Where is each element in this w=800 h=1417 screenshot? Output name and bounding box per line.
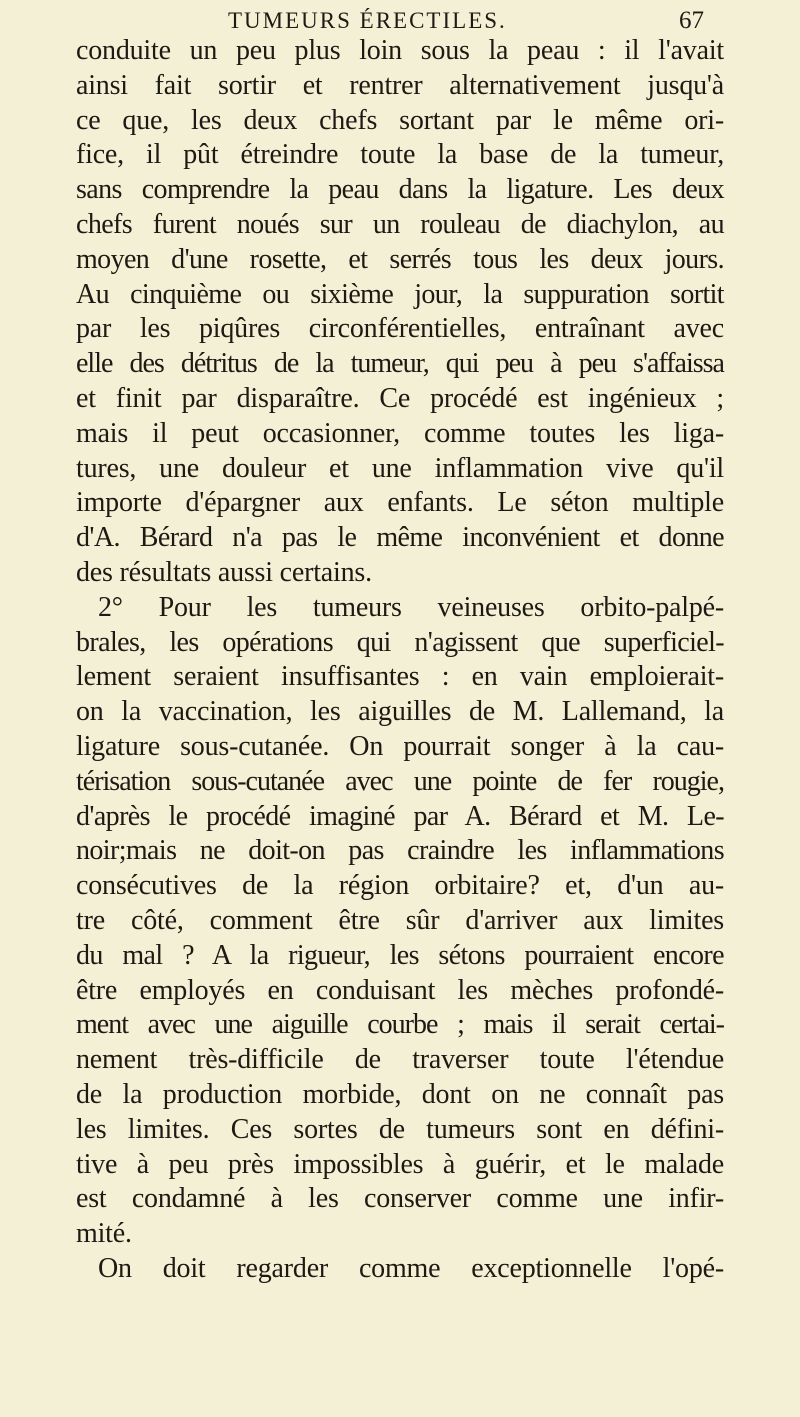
text-line: et finit par disparaître. Ce procédé est ingénieux ;	[76, 382, 724, 414]
text-line: on la vaccination, les aiguilles de M. Lallemand, la	[76, 696, 724, 728]
text-line: importe d'épargner aux enfants. Le séton multiple	[76, 487, 724, 519]
text-line: ment avec une aiguille courbe ; mais il serait certai-	[76, 1009, 724, 1041]
text-line: fice, il pût étreindre toute la base de la tumeur,	[76, 139, 724, 171]
text-line: chefs furent noués sur un rouleau de diachylon, au	[76, 208, 724, 240]
text-line: tive à peu près impossibles à guérir, et le malade	[76, 1148, 724, 1180]
text-line: sans comprendre la peau dans la ligature. Les deux	[76, 174, 724, 206]
text-line: d'A. Bérard n'a pas le même inconvénient et donne	[76, 522, 724, 554]
text-line: lement seraient insuffisantes : en vain emploierait-	[76, 661, 724, 693]
running-head-title: TUMEURS ÉRECTILES.	[228, 8, 507, 33]
text-line: d'après le procédé imaginé par A. Bérard et M. Le-	[76, 800, 724, 832]
text-line: Au cinquième ou sixième jour, la suppuration sortit	[76, 278, 724, 310]
text-line: nement très-difficile de traverser toute l'étendue	[76, 1044, 724, 1076]
text-line: conduite un peu plus loin sous la peau : il l'avait	[76, 35, 724, 66]
running-header	[0, 6, 800, 36]
text-line: mais il peut occasionner, comme toutes les liga-	[76, 417, 724, 449]
text-line: être employés en conduisant les mèches profondé-	[76, 974, 724, 1006]
text-line: par les piqûres circonférentielles, entraînant avec	[76, 313, 724, 345]
text-line: des résultats aussi certains.	[76, 556, 372, 588]
text-line: noir;mais ne doit-on pas craindre les inflammations	[76, 835, 724, 867]
paragraph-start-line: On doit regarder comme exceptionnelle l'opé-	[98, 1252, 724, 1284]
text-line: ligature sous-cutanée. On pourrait songer à la cau-	[76, 730, 724, 762]
text-line: de la production morbide, dont on ne connaît pas	[76, 1078, 724, 1110]
text-line: tre côté, comment être sûr d'arriver aux limites	[76, 904, 724, 936]
text-line: ainsi fait sortir et rentrer alternativement jusqu'à	[76, 69, 724, 101]
text-line: mité.	[76, 1218, 132, 1250]
text-line: moyen d'une rosette, et serrés tous les deux jours.	[76, 243, 724, 275]
text-line: ce que, les deux chefs sortant par le même ori-	[76, 104, 724, 136]
text-line: les limites. Ces sortes de tumeurs sont en défini-	[76, 1113, 724, 1145]
text-line: consécutives de la région orbitaire? et, d'un au-	[76, 870, 724, 902]
text-line: elle des détritus de la tumeur, qui peu à peu s'affaissa	[76, 348, 724, 380]
page-number: 67	[679, 7, 704, 34]
text-line: tures, une douleur et une inflammation vive qu'il	[76, 452, 724, 484]
text-line: du mal ? A la rigueur, les sétons pourraient encore	[76, 939, 724, 971]
paragraph-start-line: 2° Pour les tumeurs veineuses orbito-palpé-	[98, 591, 724, 623]
text-line: térisation sous-cutanée avec une pointe de fer rougie,	[76, 765, 724, 797]
body-text	[76, 34, 724, 1287]
text-line: est condamné à les conserver comme une infir-	[76, 1183, 724, 1215]
text-line: brales, les opérations qui n'agissent que superficiel-	[76, 626, 724, 658]
